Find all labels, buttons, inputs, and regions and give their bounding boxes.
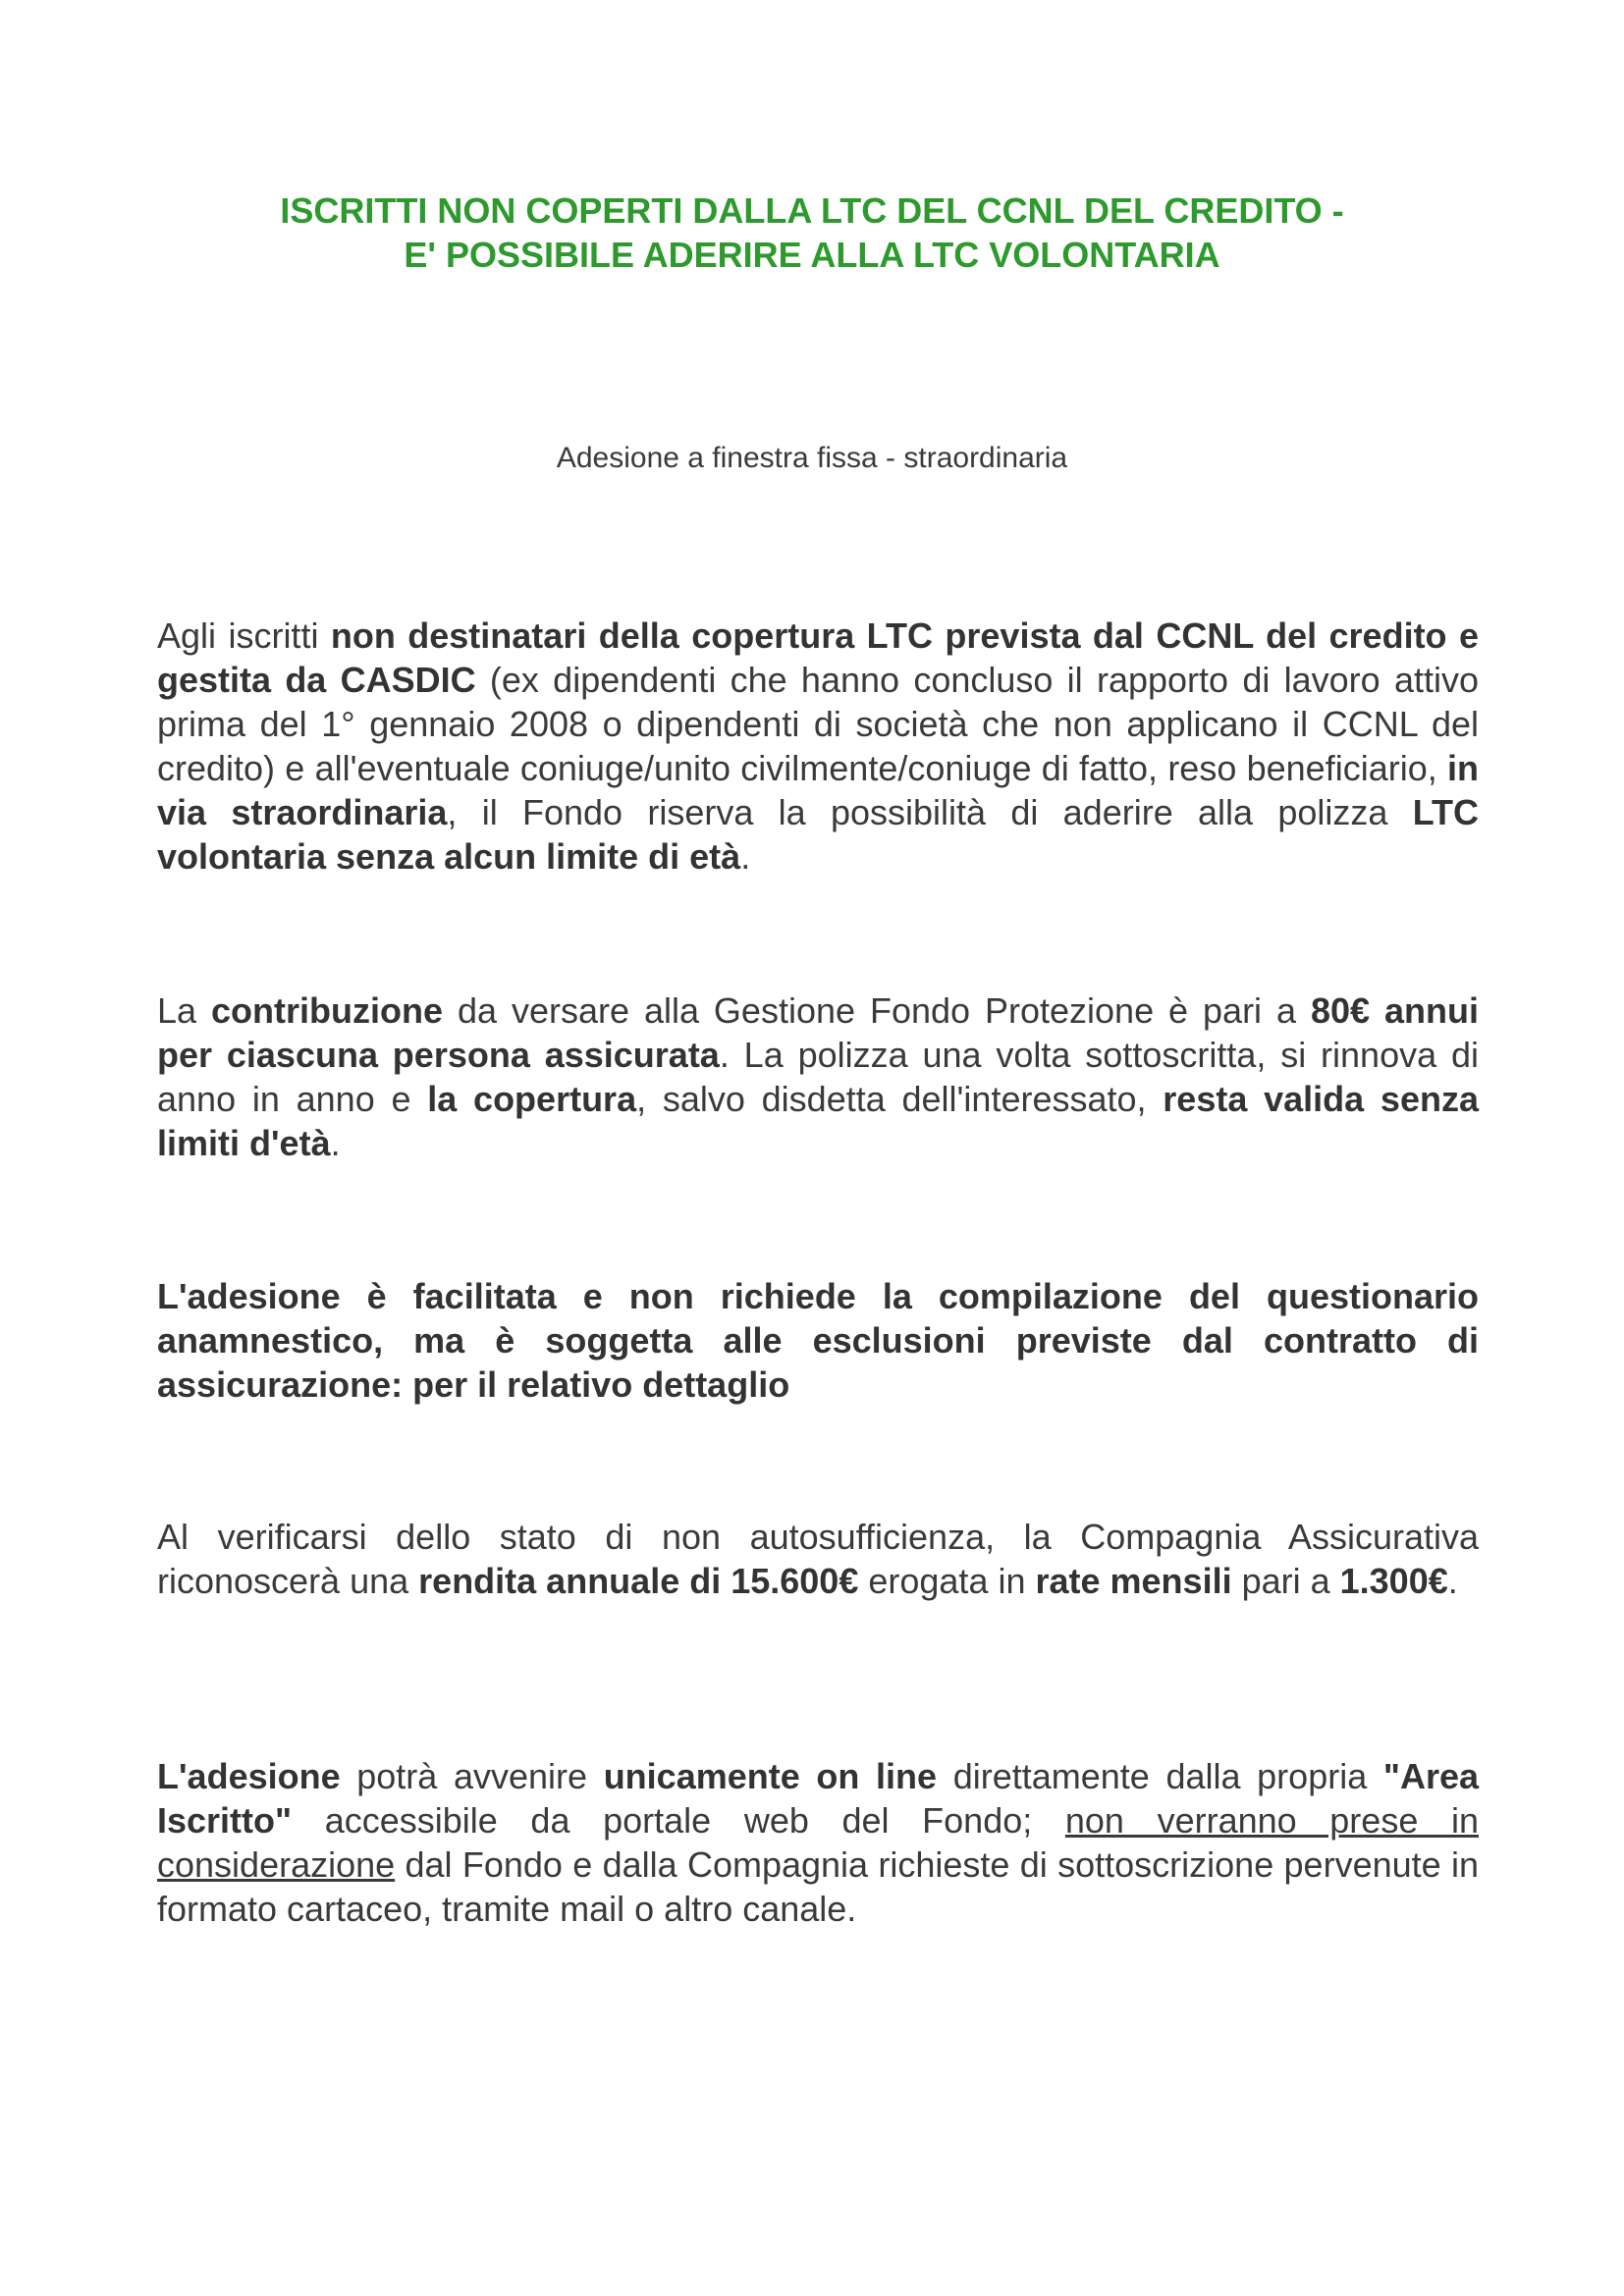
- paragraph-facilitated-adhesion: [157, 1274, 1479, 1407]
- document-subtitle: Adesione a finestra fissa - straordinaria: [556, 442, 1068, 474]
- bold-span: "Area Iscritto": [157, 1756, 1479, 1841]
- underlined-span: non verranno prese in considerazione: [157, 1800, 1479, 1885]
- paragraph-eligibility: [157, 614, 1479, 879]
- text-span: pari a: [1231, 1561, 1340, 1601]
- title-line-1: ISCRITTI NON COPERTI DALLA LTC DEL CCNL DEL CREDITO -: [280, 190, 1344, 231]
- text-span: .: [330, 1123, 341, 1163]
- title-line-2: E' POSSIBILE ADERIRE ALLA LTC VOLONTARIA: [404, 235, 1220, 275]
- text-span: , salvo disdetta dell'interessato,: [636, 1079, 1164, 1119]
- paragraph-contribution: [157, 988, 1479, 1165]
- bold-span: resta valida senza limiti d'età: [157, 1079, 1479, 1163]
- paragraph-online-adhesion: [157, 1754, 1479, 1931]
- text-span: direttamente dalla propria: [937, 1756, 1383, 1796]
- bold-span: non destinatari della copertura LTC prevista dal CCNL del credito e gestita da CASDIC: [157, 615, 1479, 700]
- bold-span: L'adesione è facilitata e non richiede la compilazione del questionario anamnestico, ma è soggetta alle esclusioni previste dal contratto di assicurazione: per il relativo dettaglio: [157, 1276, 1479, 1405]
- text-span: .: [1447, 1561, 1458, 1601]
- text-span: (ex dipendenti che hanno concluso il rapporto di lavoro attivo prima del 1° gennaio 2008 o dipendenti di società che non applicano il CCNL del credito) e all'eventuale coniuge/unito civilmente/coniuge di fatto, reso beneficiario,: [157, 660, 1479, 788]
- text-span: da versare alla Gestione Fondo Protezione è pari a: [443, 990, 1311, 1031]
- bold-span: rate mensili: [1035, 1561, 1232, 1601]
- bold-span: unicamente on line: [603, 1756, 938, 1796]
- text-span: . La polizza una volta sottoscritta, si rinnova di anno in anno e: [157, 1035, 1479, 1119]
- bold-span: 80€ annui per ciascuna persona assicurata: [157, 990, 1479, 1075]
- bold-span: L'adesione: [157, 1756, 341, 1796]
- text-span: Al verificarsi dello stato di non autosufficienza, la Compagnia Assicurativa riconoscerà una: [157, 1517, 1479, 1601]
- text-span: , il Fondo riserva la possibilità di aderire alla polizza: [447, 792, 1413, 832]
- paragraph-annuity: [157, 1515, 1479, 1603]
- text-span: accessibile da portale web del Fondo;: [292, 1800, 1065, 1841]
- bold-span: rendita annuale di 15.600€: [418, 1561, 859, 1601]
- document-title: [157, 188, 1467, 277]
- text-span: erogata in: [858, 1561, 1036, 1601]
- bold-span: LTC volontaria senza alcun limite di età: [157, 792, 1480, 877]
- text-span: Agli iscritti: [157, 615, 331, 656]
- text-span: potrà avvenire: [340, 1756, 604, 1796]
- bold-span: contribuzione: [211, 990, 443, 1031]
- text-span: .: [740, 836, 751, 877]
- bold-span: in via straordinaria: [157, 748, 1479, 832]
- bold-span: la copertura: [427, 1079, 637, 1119]
- bold-span: 1.300€: [1339, 1561, 1448, 1601]
- text-span: dal Fondo e dalla Compagnia richieste di sottoscrizione pervenute in formato cartaceo, tramite mail o altro canale.: [157, 1844, 1479, 1929]
- text-span: La: [157, 990, 211, 1031]
